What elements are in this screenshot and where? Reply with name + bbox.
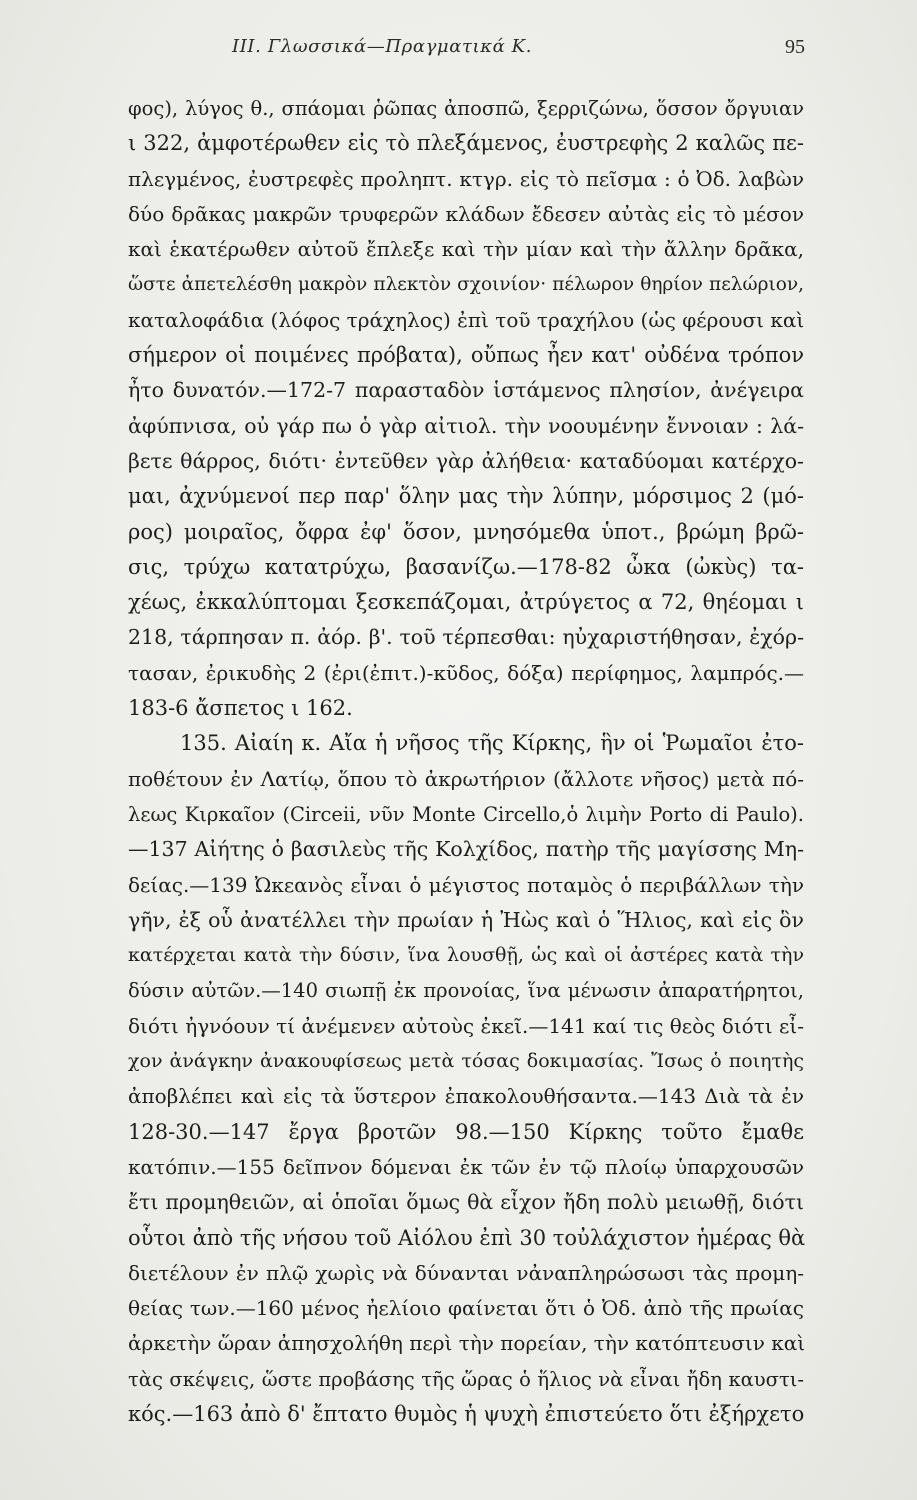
text-line: οὗτοι ἀπὸ τῆς νήσου τοῦ Αἰόλου ἐπὶ 30 τοὐλάχιστον ἡμέρας θὰ: [128, 1225, 806, 1250]
text-line: δύσιν αὐτῶν.—140 σιωπῇ ἐκ προνοίας, ἵνα μένωσιν ἀπαρατήρητοι,: [128, 979, 804, 1003]
text-line: μαι, ἀχνύμενοί περ παρ' ὅλην μας τὴν λύπην, μόρσιμος 2 (μό-: [128, 484, 804, 509]
text-line: ἀρκετὴν ὥραν ἀπησχολήθη περὶ τὴν πορείαν, τὴν κατόπτευσιν καὶ: [128, 1331, 806, 1356]
text-line: σήμερον οἱ ποιμένες πρόβατα), οὔπως ἦεν κατ' οὐδένα τρόπον: [128, 343, 804, 368]
text-line: διετέλουν ἐν πλῷ χωρὶς νὰ δύνανται νἀναπληρώσωσι τὰς προμη-: [128, 1260, 804, 1285]
text-line: κατόπιν.—155 δεῖπνον δόμεναι ἐκ τῶν ἐν τῷ πλοίῳ ὑπαρχουσῶν: [128, 1154, 804, 1179]
text-line: 218, τάρπησαν π. ἀόρ. β'. τοῦ τέρπεσθαι: ηὐχαριστήθησαν, ἐχόρ-: [128, 625, 804, 650]
text-line: φος), λύγος θ., σπάομαι ῥῶπας ἀποσπῶ, ξερριζώνω, ὅσσον ὄργυιαν: [128, 97, 804, 120]
text-line: πλεγμένος, ἐυστρεφὲς προληπτ. κτγρ. εἰς τὸ πεῖσμα : ὁ Ὀδ. λαβὼν: [128, 166, 804, 191]
body-text: [128, 91, 804, 1432]
text-line: γῆν, ἐξ οὗ ἀνατέλλει τὴν πρωίαν ἡ Ἠὼς καὶ ὁ Ἥλιος, καὶ εἰς ὃν: [128, 907, 804, 932]
text-line: σις, τρύχω κατατρύχω, βασανίζω.—178-82 ὦκα (ὠκὺς) τα-: [128, 554, 804, 579]
text-line: δύο δρᾶκας μακρῶν τρυφερῶν κλάδων ἔδεσεν αὐτὰς εἰς τὸ μέσον: [128, 201, 804, 226]
text-line: ρος) μοιραῖος, ὄφρα ἐφ' ὅσον, μνησόμεθα ὑποτ., βρώμη βρῶ-: [128, 519, 804, 544]
text-line: ἀποβλέπει καὶ εἰς τὰ ὕστερον ἐπακολουθήσαντα.—143 Διὰ τὰ ἐν: [128, 1084, 804, 1109]
text-line: ἦτο δυνατόν.—172-7 παρασταδὸν ἱστάμενος πλησίον, ἀνέγειρα: [128, 378, 804, 403]
text-line: καταλοφάδια (λόφος τράχηλος) ἐπὶ τοῦ τραχήλου (ὡς φέρουσι καὶ: [128, 307, 805, 332]
page-number: 95: [785, 36, 805, 58]
paragraph-start-line: 135. Αἰαίη κ. Αἴα ἡ νῆσος τῆς Κίρκης, ἣν οἱ Ῥωμαῖοι ἐτο-: [180, 731, 804, 756]
text-line: 128-30.—147 ἔργα βροτῶν 98.—150 Κίρκης τοῦτο ἔμαθε: [128, 1119, 804, 1144]
text-line: ἀφύπνισα, οὐ γάρ πω ὁ γὰρ αἰτιολ. τὴν νοουμένην ἔννοιαν : λά-: [128, 413, 804, 438]
text-line: θείας των.—160 μένος ἠελίοιο φαίνεται ὅτι ὁ Ὀδ. ἀπὸ τῆς πρωίας: [128, 1296, 804, 1321]
running-head: III. Γλωσσικά—Πραγματικά Κ.: [232, 36, 533, 57]
text-line: τασαν, ἐρικυδὴς 2 (ἐρι(ἐπιτ.)-κῦδος, δόξα) περίφημος, λαμπρός.—: [128, 660, 804, 685]
text-line: δείας.—139 Ὠκεανὸς εἶναι ὁ μέγιστος ποταμὸς ὁ περιβάλλων τὴν: [128, 872, 804, 897]
text-line: ι 322, ἀμφοτέρωθεν εἰς τὸ πλεξάμενος, ἐυστρεφὴς 2 καλῶς πε-: [128, 131, 804, 156]
text-line: —137 Αἰήτης ὁ βασιλεὺς τῆς Κολχίδος, πατὴρ τῆς μαγίσσης Μη-: [128, 837, 804, 862]
text-line: διότι ἠγνόουν τί ἀνέμενεν αὐτοὺς ἐκεῖ.—141 καί τις θεὸς διότι εἶ-: [128, 1013, 804, 1038]
text-line: κός.—163 ἀπὸ δ' ἔπτατο θυμὸς ἡ ψυχὴ ἐπιστεύετο ὅτι ἐξήρχετο: [128, 1401, 805, 1426]
text-line: λεως Κιρκαῖον (Circeii, νῦν Monte Circello,ὁ λιμὴν Porto di Paulo).: [128, 802, 804, 826]
text-line: ποθέτουν ἐν Λατίῳ, ὅπου τὸ ἀκρωτήριον (ἄλλοτε νῆσος) μετὰ πό-: [128, 766, 804, 791]
text-line: κατέρχεται κατὰ τὴν δύσιν, ἵνα λουσθῇ, ὡς καὶ οἱ ἀστέρες κατὰ τὴν: [128, 944, 804, 967]
page-header: [140, 36, 805, 66]
text-line: καὶ ἑκατέρωθεν αὐτοῦ ἔπλεξε καὶ τὴν μίαν καὶ τὴν ἄλλην δρᾶκα,: [128, 237, 804, 262]
text-line: ἔτι προμηθειῶν, αἱ ὁποῖαι ὅμως θὰ εἶχον ἤδη πολὺ μειωθῇ, διότι: [128, 1190, 804, 1215]
text-line: βετε θάρρος, διότι· ἐντεῦθεν γὰρ ἀλήθεια· καταδύομαι κατέρχο-: [128, 448, 804, 473]
text-line: 183-6 ἄσπετος ι 162.: [128, 696, 353, 721]
text-line: χον ἀνάγκην ἀνακουφίσεως μετὰ τόσας δοκιμασίας. Ἴσως ὁ ποιητὴς: [128, 1050, 804, 1073]
text-line: ὥστε ἀπετελέσθη μακρὸν πλεκτὸν σχοινίον· πέλωρον θηρίον πελώριον,: [128, 274, 804, 296]
text-line: τὰς σκέψεις, ὥστε προβάσης τῆς ὥρας ὁ ἥλιος νὰ εἶναι ἤδη καυστι-: [128, 1367, 804, 1391]
text-line: χέως, ἐκκαλύπτομαι ξεσκεπάζομαι, ἀτρύγετος α 72, θηέομαι ι: [128, 590, 804, 615]
